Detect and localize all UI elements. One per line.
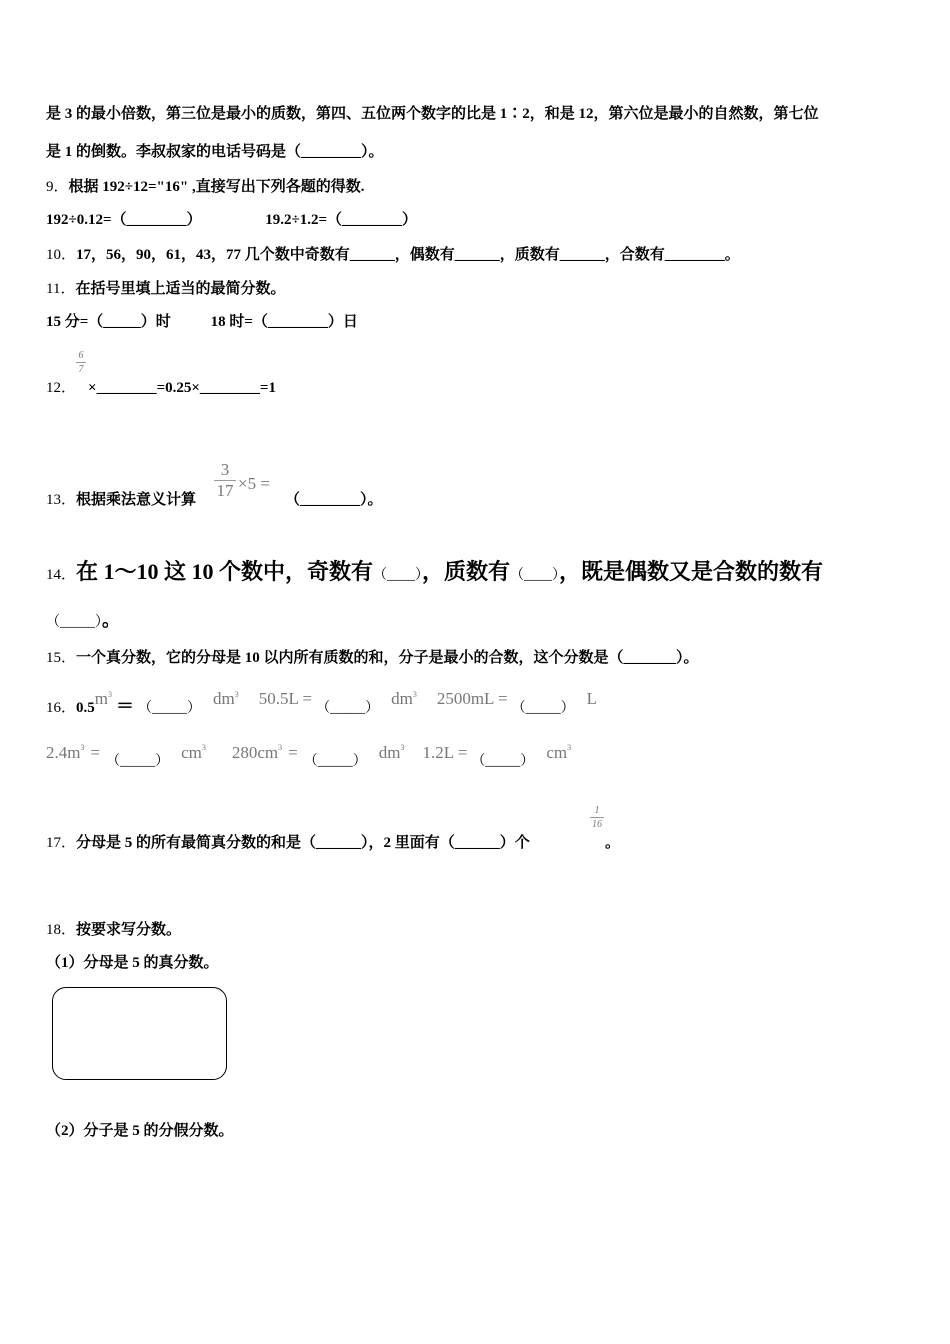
q12-fraction [76,350,86,375]
q16-row2 [46,743,572,770]
q12-fraction-numerator: 6 [78,350,84,361]
q14-end: 。 [102,610,120,630]
q12-text: ×________=0.25×________=1 [88,380,276,396]
q18-answer-box[interactable] [52,987,227,1080]
q16-r1-unit3: dm [391,689,413,708]
q9-number: 9． [46,179,69,195]
q16-r1-unit1: m [94,689,108,708]
q16-r1-exp1: 3 [108,690,112,699]
q16-r2-blank3: （_____） [471,754,535,769]
q8-line2: 是 1 的倒数。李叔叔家的电话号码是（________）。 [46,144,384,160]
q17-fraction [590,805,604,830]
q13-text: 根据乘法意义计算 [76,492,197,508]
q16-r1-unit4: L [586,689,598,708]
q14-line1 [46,555,823,586]
q14-mid1: ，质数有 [422,559,511,584]
q11-answer-b: 18 时=（________）日 [210,314,358,330]
q17-fraction-numerator: 1 [594,805,600,816]
q16-r1-expr2: 50.5L = [258,689,313,708]
q16-r2-eq2: = [288,743,298,762]
q10-number: 10． [46,247,77,263]
q16-r2-blank2: （_____） [303,754,367,769]
q16-r2-exp4: 3 [400,743,405,752]
q16-r2-blank1: （_____） [106,754,170,769]
q14-blank3: （_____） [46,615,102,630]
q13-fraction-numerator: 3 [220,460,230,479]
q9-answer-b: 19.2÷1.2=（________） [265,212,418,228]
q17-fraction-bar [590,817,604,818]
q9-text: 根据 192÷12="16" ,直接写出下列各题的得数. [68,179,365,195]
q16-r1-expr3: 2500mL = [436,689,508,708]
q15-number: 15． [46,650,77,666]
q14-mid2: ，既是偶数又是合数的数有 [559,559,824,584]
q17-number: 17． [46,835,77,851]
q14-line2 [46,606,120,632]
q16-r2-value2: 280cm [231,743,279,762]
q17-fraction-denominator: 16 [592,819,602,830]
q16-r2-exp3: 3 [278,743,283,752]
q12-number: 12． [46,380,77,396]
q11-text: 在括号里填上适当的最简分数。 [75,281,286,297]
q17-text: 分母是 5 的所有最简真分数的和是（______），2 里面有（______）个 [76,835,530,851]
q12-fraction-denominator: 7 [78,364,84,375]
q9-answers [46,208,417,229]
q13-blank: （________）。 [285,492,383,508]
q11-answer-a: 15 分=（_____）时 [46,314,171,330]
q16-r2-value1: 2.4m [46,743,81,762]
q16-r2-unit3: cm [546,743,568,762]
q16-r1-blank1: （_____） [138,701,201,716]
q18-part2: （2）分子是 5 的分假分数。 [46,1123,234,1139]
q16-r2-exp2: 3 [201,743,206,752]
q18-part1: （1）分母是 5 的真分数。 [46,955,219,971]
q16-r2-unit2: dm [378,743,401,762]
q14-blank2: （____） [510,568,560,583]
q13-operator: ×5 = [238,474,270,493]
q16-r1-exp3: 3 [412,690,417,699]
q17-end: 。 [605,835,621,851]
q16-r2-eq1: = [90,743,101,762]
q13-fraction [214,461,236,500]
q16-r2-exp1: 3 [80,743,85,752]
q14-blank1: （____） [373,568,423,583]
q11-answers [46,310,358,331]
q16-r2-expr3: 1.2L = [422,743,468,762]
q15-line [46,646,699,667]
q14-text: 在 1～10 这 10 个数中，奇数有 [76,559,374,584]
q10-text: 17，56，90，61，43，77 几个数中奇数有______，偶数有______，质数有______，合数有________。 [76,247,740,263]
q16-r1-value1: 0.5 [76,700,95,716]
q16-r1-unit2: dm [213,689,235,708]
q11-number: 11． [46,281,76,297]
q15-text: 一个真分数，它的分母是 10 以内所有质数的和，分子是最小的合数，这个分数是（_______）。 [76,650,699,666]
q18-text: 按要求写分数。 [76,922,182,938]
q17-line [46,831,530,852]
q16-r2-unit1: cm [181,743,202,762]
q12-fraction-bar [76,362,86,363]
q14-number: 14． [46,567,77,583]
q18-line [46,918,181,939]
q16-r1-exp2: 3 [234,690,239,699]
q9-answer-a: 192÷0.12=（________） [46,212,202,228]
q18-number: 18． [46,922,77,938]
q10-line [46,243,740,264]
q16-r1-blank2: （_____） [316,701,380,716]
q13-line [46,488,196,509]
q9-line [46,175,364,196]
q16-r2-exp5: 3 [567,743,572,752]
q16-r1-eq1: ＝ [116,696,134,716]
q13-number: 13． [46,492,77,508]
q16-row1 [46,689,598,718]
q11-line [46,277,285,298]
q16-r1-blank3: （_____） [511,701,575,716]
q16-number: 16． [46,700,77,716]
q13-fraction-denominator: 17 [216,481,234,500]
q8-line1: 是 3 的最小倍数，第三位是最小的质数，第四、五位两个数字的比是 1∶2，和是 12，第六位是最小的自然数，第七位 [46,106,819,122]
q12-line [46,376,276,397]
